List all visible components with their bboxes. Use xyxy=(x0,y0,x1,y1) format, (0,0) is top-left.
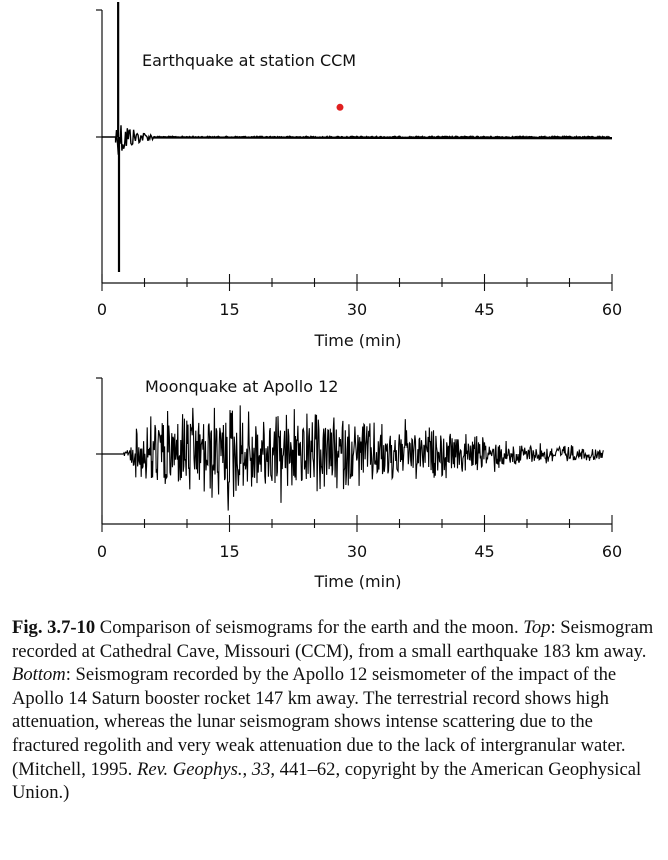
earthquake-x-axis-label: Time (min) xyxy=(314,331,402,350)
moonquake-x-tick-label: 60 xyxy=(601,542,623,561)
earthquake-x-tick-label: 15 xyxy=(219,300,240,319)
earthquake-x-tick-label: 45 xyxy=(474,300,495,319)
caption-top-label: Top xyxy=(523,617,551,638)
earthquake-coda xyxy=(102,125,610,154)
moonquake-x-tick-label: 45 xyxy=(474,542,495,561)
moonquake-signal xyxy=(123,405,603,510)
figure-caption xyxy=(12,616,662,805)
caption-bottom-label: Bottom xyxy=(12,664,66,686)
moonquake-x-tick-label: 15 xyxy=(219,542,240,561)
caption-text-2: : Seismogram recorded at Cathedral Cave, Missouri (CCM), from a small earthquake 183 km away. xyxy=(12,617,654,662)
earthquake-title: Earthquake at station CCM xyxy=(142,51,357,70)
moonquake-panel xyxy=(96,377,622,591)
earthquake-x-tick-label: 60 xyxy=(601,300,623,319)
moonquake-trace xyxy=(102,405,603,510)
earthquake-tail xyxy=(153,138,612,139)
moonquake-x-tick-label: 0 xyxy=(96,542,108,561)
earthquake-x-tick-label: 0 xyxy=(96,300,108,319)
earthquake-x-tick-label: 30 xyxy=(346,300,368,319)
earthquake-panel xyxy=(96,2,622,350)
red-dot-marker xyxy=(337,104,344,111)
caption-text-3: : Seismogram recorded by the Apollo 12 seismometer of the impact of the Apollo 14 Saturn booster rocket 147 km away. The terrestrial record shows high attenuation, whereas the lunar seismogram shows intense scattering due to the fractured regolith and very weak attenuation due to the lack of intergranular water. (Mitchell, 1995. xyxy=(12,664,626,780)
caption-figure-label: Fig. 3.7-10 xyxy=(12,617,96,638)
caption-text-1: Comparison of seismograms for the earth and the moon. xyxy=(95,617,524,638)
earthquake-trace xyxy=(102,2,612,272)
moonquake-title: Moonquake at Apollo 12 xyxy=(145,377,339,396)
caption-volume: 33 xyxy=(251,758,271,780)
caption-text-4: , xyxy=(242,758,252,780)
moonquake-x-tick-label: 30 xyxy=(346,542,368,561)
caption-journal: Rev. Geophys. xyxy=(136,758,243,780)
moonquake-x-axis-label: Time (min) xyxy=(314,572,402,591)
caption-text-5: , 441–62, copyright by the American Geophysical Union.) xyxy=(12,758,642,804)
